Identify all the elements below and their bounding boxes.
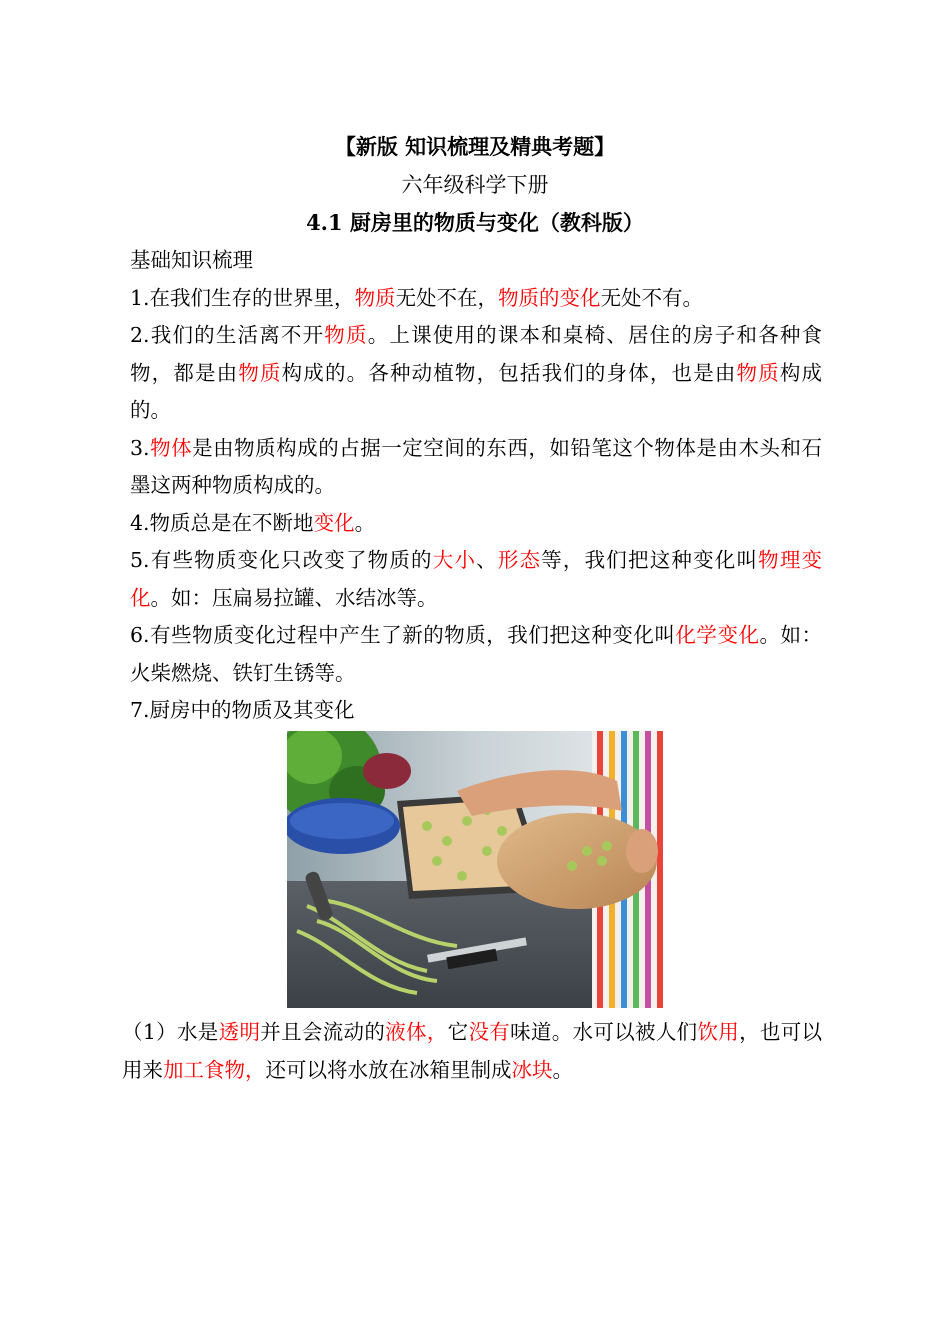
highlight-term: 物理变化: [130, 548, 823, 610]
item-text: 、: [476, 548, 498, 572]
item-text: 无处不有。: [600, 285, 704, 310]
document-title: 【新版 知识梳理及精典考题】: [334, 134, 616, 159]
item-text: 。: [354, 510, 376, 535]
item-text: 2.我们的生活离不开: [130, 323, 325, 347]
item-text: 无处不在，: [395, 285, 499, 310]
item-text: 。上课使用的课本和桌椅、居住的房子和各种食物，都是由: [130, 323, 823, 385]
item-text: 。如：压扁易拉罐、水结冰等。: [150, 585, 438, 610]
highlight-term: 物质: [354, 285, 396, 310]
kitchen-photo: [287, 731, 663, 1008]
water-description: [122, 1014, 822, 1089]
grade-subtitle: 六年级科学下册: [401, 173, 549, 197]
item-text: 5.有些物质变化只改变了物质的: [130, 548, 433, 572]
item-text: 。: [552, 1057, 573, 1082]
item-text: 6.有些物质变化过程中产生了新的物质，我们把这种变化叫: [130, 623, 676, 647]
highlight-term: 大小: [432, 548, 477, 572]
item-text: 它: [447, 1020, 469, 1044]
item-text: ，也可以用来: [122, 1020, 823, 1082]
highlight-term: 冰块: [511, 1057, 553, 1082]
highlight-term: 没有: [468, 1020, 511, 1044]
title-block: [0, 128, 950, 242]
knowledge-item-3: [130, 430, 822, 505]
water-paragraph: [122, 1014, 822, 1089]
item-text: 味道。水可以被人们: [510, 1020, 698, 1044]
knowledge-item-5: [130, 542, 822, 617]
item-text: 。如：火柴燃烧、铁钉生锈等。: [130, 623, 823, 685]
item-text: 构成的。: [130, 360, 823, 422]
item-text: 4.物质总是在不断地: [130, 510, 314, 535]
item-text: 1.在我们生存的世界里，: [130, 285, 355, 310]
highlight-term: 物质: [238, 360, 282, 385]
item-text: （1）水是: [122, 1020, 219, 1044]
item-text: 是由物质构成的占据一定空间的东西，如铅笔这个物体是由木头和石墨这两种物质构成的。: [130, 435, 823, 497]
knowledge-item-1: [130, 280, 822, 318]
knowledge-item-4: [130, 505, 822, 543]
knowledge-item-2: [130, 317, 822, 430]
lesson-title: 4.1 厨房里的物质与变化（教科版）: [306, 210, 644, 235]
highlight-term: 物质: [324, 323, 368, 347]
highlight-term: 饮用: [697, 1020, 740, 1044]
highlight-term: 物质: [736, 360, 780, 385]
highlight-term: 加工食物，: [163, 1057, 266, 1082]
highlight-term: 物质的变化: [498, 285, 601, 310]
highlight-term: 变化: [313, 510, 355, 535]
highlight-term: 透明: [218, 1020, 261, 1044]
knowledge-item-6: [130, 617, 822, 692]
item-text: 等，我们把这种变化叫: [541, 548, 759, 572]
highlight-term: 化学变化: [675, 623, 760, 647]
highlight-term: 形态: [497, 548, 542, 572]
knowledge-content: [130, 242, 822, 730]
knowledge-item-7: 7.厨房中的物质及其变化: [130, 698, 355, 722]
highlight-term: 物体: [149, 435, 193, 460]
section-heading: 基础知识梳理: [130, 248, 253, 272]
item-text: 并且会流动的: [260, 1020, 386, 1044]
item-text: 3.: [130, 435, 150, 460]
highlight-term: 液体，: [385, 1020, 448, 1044]
item-text: 还可以将水放在冰箱里制成: [265, 1057, 512, 1082]
item-text: 构成的。各种动植物，包括我们的身体，也是由: [281, 360, 737, 385]
